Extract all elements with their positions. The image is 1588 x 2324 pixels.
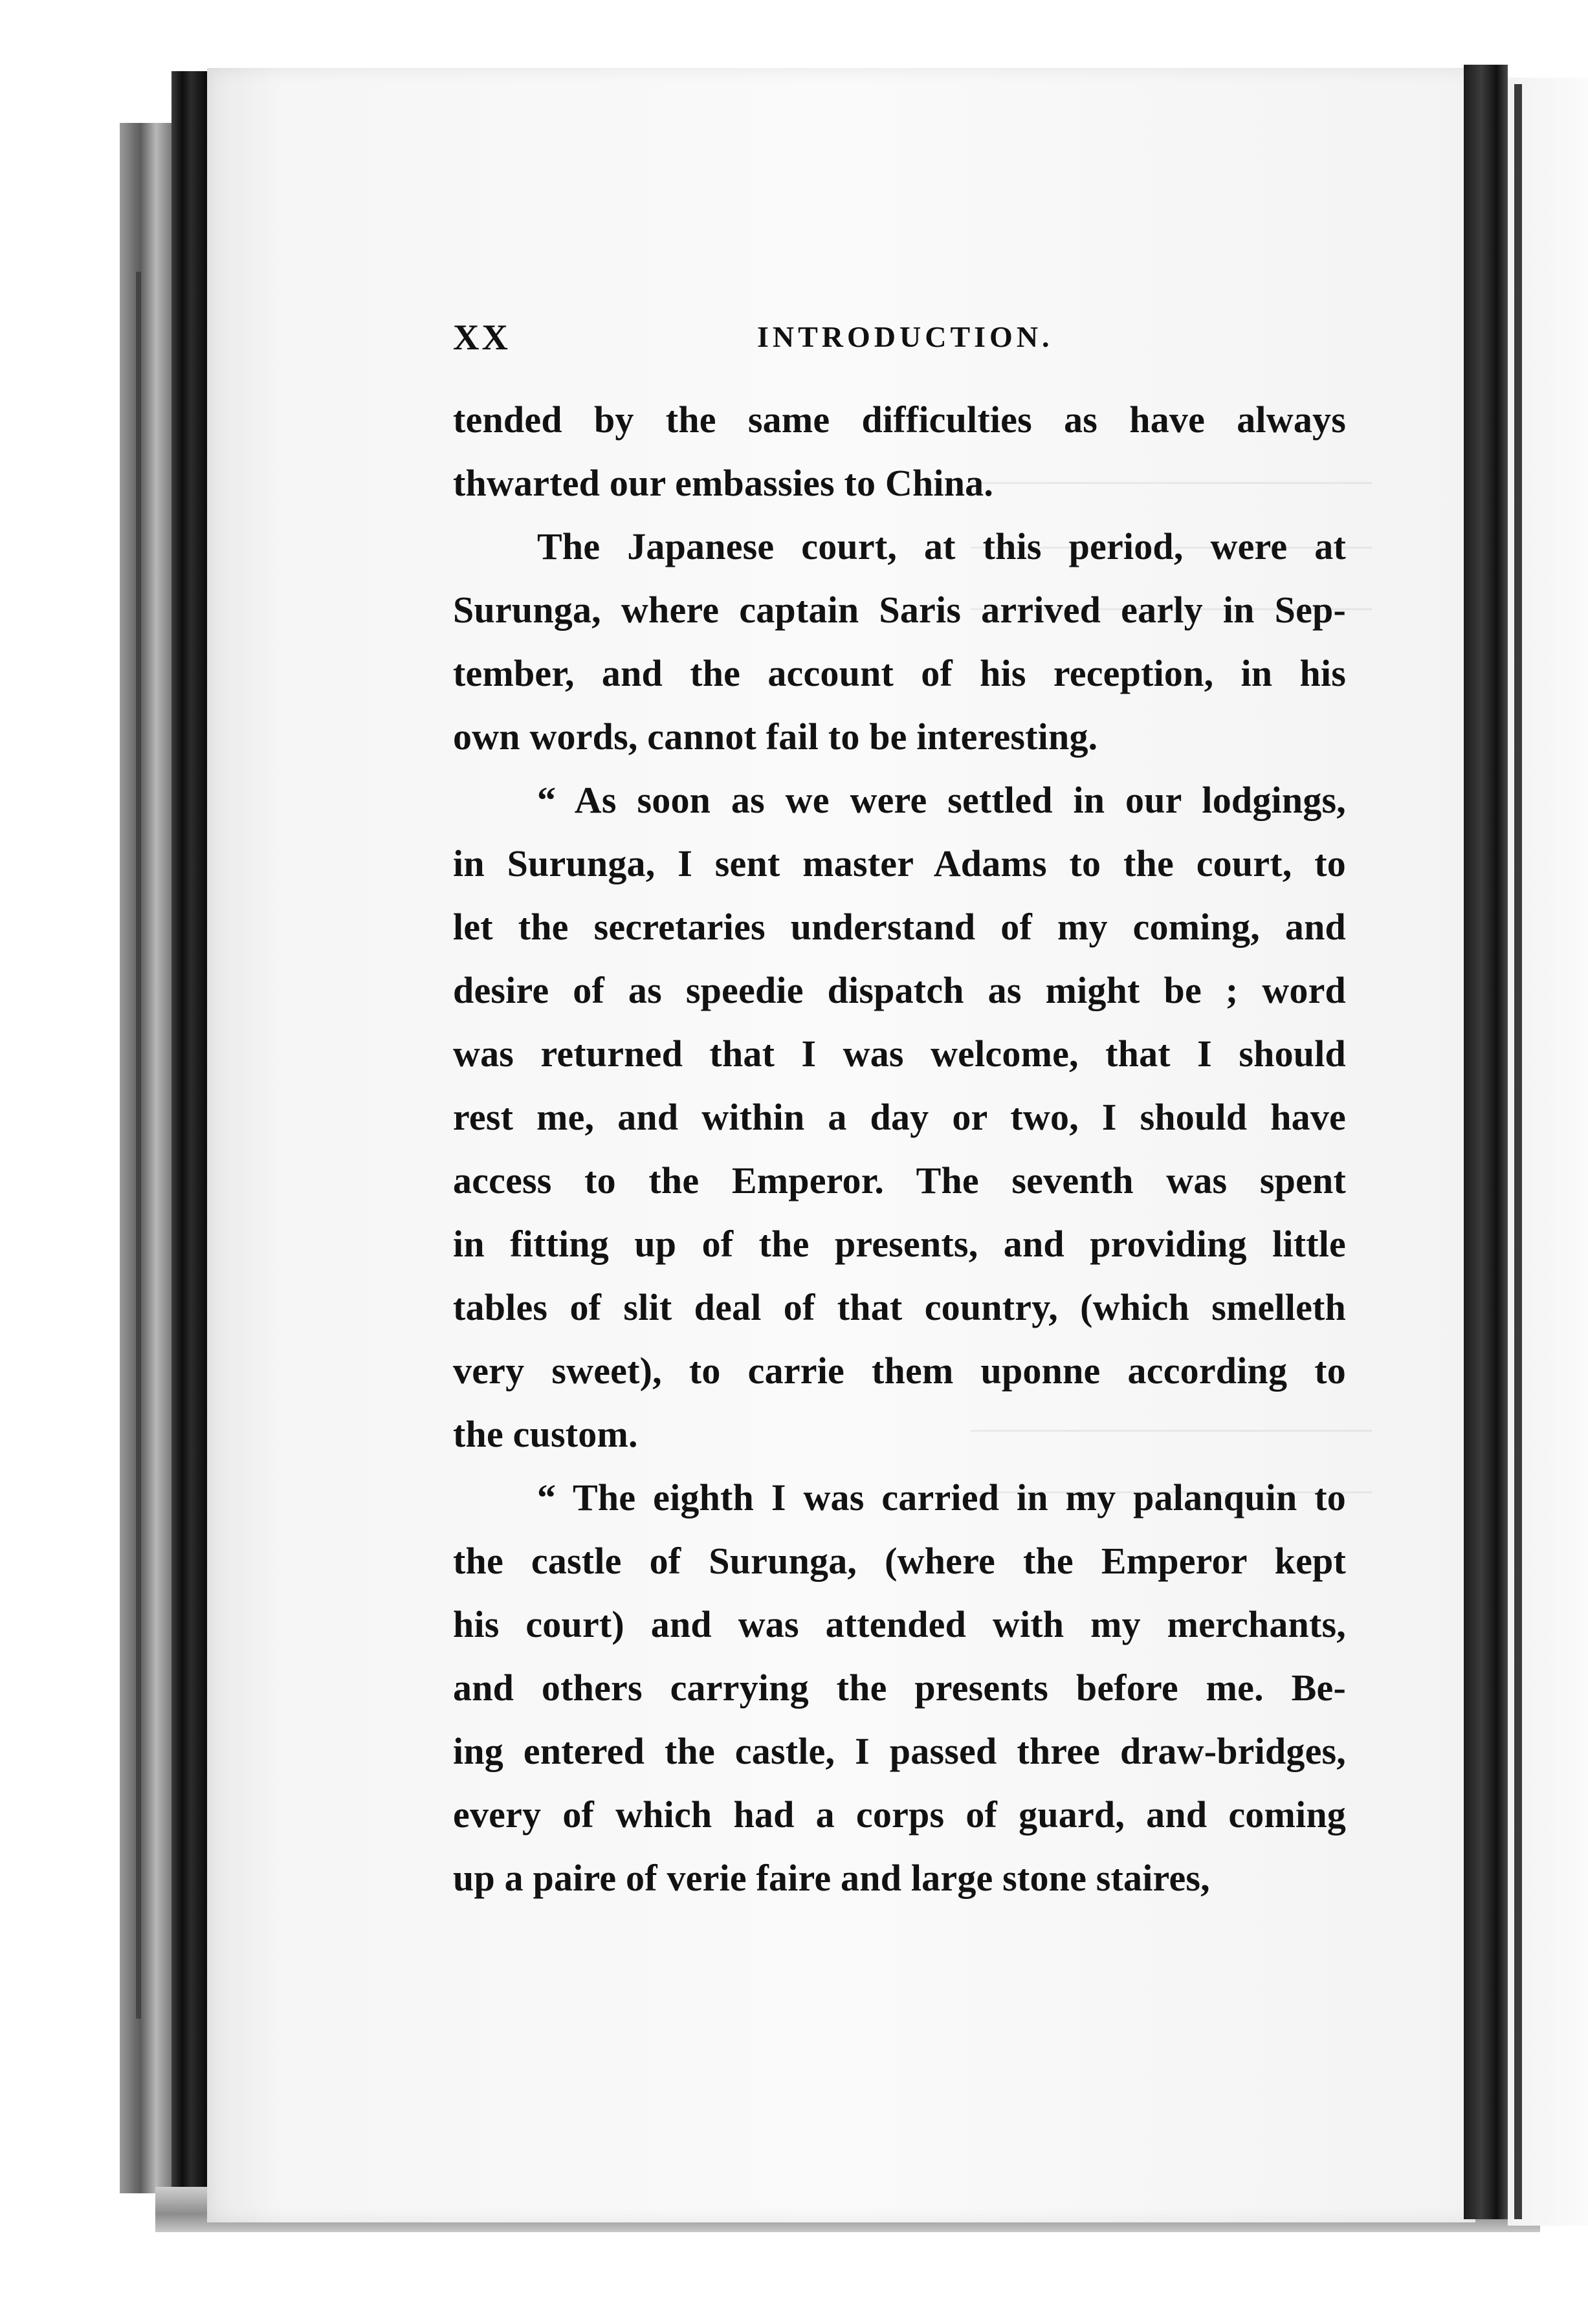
text-line: his court) and was attended with my merchants, xyxy=(453,1603,1346,1645)
text-line: let the secretaries understand of my coming, and xyxy=(453,906,1346,948)
body-text xyxy=(453,388,1346,1910)
text-line: very sweet), to carrie them uponne according to xyxy=(453,1350,1346,1392)
text-line: and others carrying the presents before me. Be- xyxy=(453,1667,1346,1709)
text-line: up a paire of verie faire and large stone staires, xyxy=(453,1857,1210,1899)
text-line: the custom. xyxy=(453,1413,638,1455)
text-line: ing entered the castle, I passed three draw-bridges, xyxy=(453,1730,1346,1772)
text-line: tember, and the account of his reception, in his xyxy=(453,652,1346,694)
text-line: in fitting up of the presents, and providing little xyxy=(453,1223,1346,1265)
text-line: own words, cannot fail to be interesting. xyxy=(453,716,1098,758)
running-title: INTRODUCTION. xyxy=(757,320,1053,353)
text-line: The Japanese court, at this period, were at xyxy=(537,525,1346,567)
text-line: access to the Emperor. The seventh was spent xyxy=(453,1159,1346,1201)
page-number: XX xyxy=(453,318,511,358)
book-spine-inner xyxy=(171,71,207,2232)
text-line: thwarted our embassies to China. xyxy=(453,462,994,504)
running-head xyxy=(453,317,1320,362)
text-line: rest me, and within a day or two, I should have xyxy=(453,1096,1346,1138)
text-line: was returned that I was welcome, that I should xyxy=(453,1033,1346,1075)
text-line: every of which had a corps of guard, and coming xyxy=(453,1793,1346,1836)
text-line: “ As soon as we were settled in our lodgings, xyxy=(537,779,1346,821)
text-line: “ The eighth I was carried in my palanquin to xyxy=(537,1476,1346,1518)
text-line: desire of as speedie dispatch as might be ; word xyxy=(453,969,1346,1011)
page-right-edge xyxy=(1464,65,1508,2219)
facing-page-line xyxy=(1514,84,1522,2219)
text-line: Surunga, where captain Saris arrived early in Sep- xyxy=(453,589,1346,631)
text-line: in Surunga, I sent master Adams to the court, to xyxy=(453,842,1346,884)
text-line: tended by the same difficulties as have always xyxy=(453,399,1346,441)
book-spine-outer xyxy=(120,123,171,2193)
book-spine-stripe xyxy=(136,272,141,2019)
text-line: tables of slit deal of that country, (which smelleth xyxy=(453,1286,1346,1328)
text-line: the castle of Surunga, (where the Emperor kept xyxy=(453,1540,1346,1582)
